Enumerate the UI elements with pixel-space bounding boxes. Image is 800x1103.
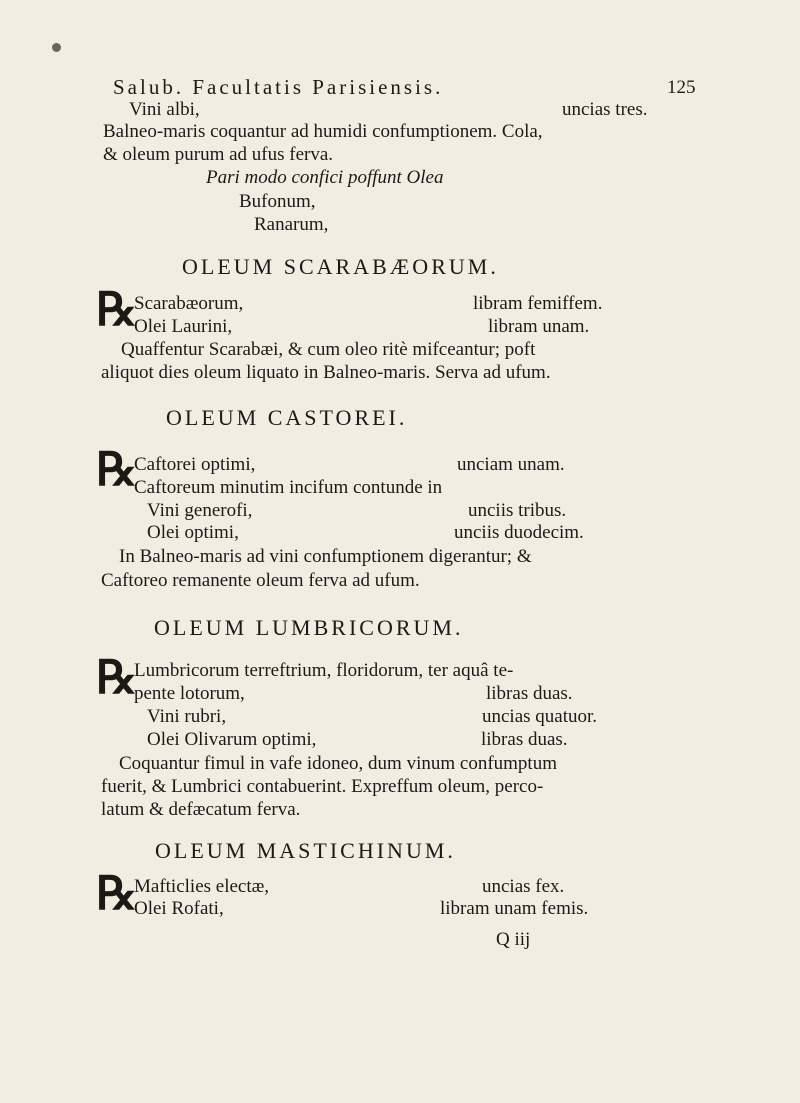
ingredient-name: Olei optimi, xyxy=(147,522,239,543)
ingredient-name: Olei Rofati, xyxy=(134,898,224,919)
ingredient-name: Lumbricorum terreftrium, floridorum, ter aquâ te- xyxy=(134,660,514,681)
instruction-line: latum & defæcatum ferva. xyxy=(101,799,301,820)
ingredient-name: Vini rubri, xyxy=(147,706,227,727)
section-title-lumbricorum: OLEUM LUMBRICORUM. xyxy=(154,615,464,640)
ingredient-amount: libram unam. xyxy=(488,316,590,337)
ingredient-name: Vini generofi, xyxy=(147,500,253,521)
ingredient-name: Olei Laurini, xyxy=(134,316,233,337)
section-title-castorei: OLEUM CASTOREI. xyxy=(166,405,408,430)
ingredient-name: Olei Olivarum optimi, xyxy=(147,729,317,750)
instruction-line: Coquantur fimul in vafe idoneo, dum vinum confumptum xyxy=(119,753,557,774)
ingredient-amount: libras duas. xyxy=(486,683,573,704)
ingredient-name: Caftoreum minutim incifum contunde in xyxy=(134,477,443,498)
ingredient-amount: unciam unam. xyxy=(457,454,565,475)
ingredient-amount: unciis duodecim. xyxy=(454,522,584,543)
instruction-line: aliquot dies oleum liquato in Balneo-maris. Serva ad ufum. xyxy=(101,362,551,383)
ingredient-amount: libram femiffem. xyxy=(473,293,603,314)
ingredient-amount: unciis tribus. xyxy=(468,500,567,521)
intro-line-5: Bufonum, xyxy=(239,191,316,212)
instruction-line: Quaffentur Scarabæi, & cum oleo ritè mifceantur; poft xyxy=(121,339,536,360)
ink-spot xyxy=(52,43,61,52)
page-number: 125 xyxy=(667,77,696,98)
recipe-symbol: ℞ xyxy=(96,444,136,495)
intro-line-1-right: uncias tres. xyxy=(562,99,648,120)
ingredient-name: pente lotorum, xyxy=(134,683,245,704)
instruction-line: Caftoreo remanente oleum ferva ad ufum. xyxy=(101,570,420,591)
recipe-symbol: ℞ xyxy=(96,868,136,919)
ingredient-name: Mafticlies electæ, xyxy=(134,876,270,897)
ingredient-amount: uncias quatuor. xyxy=(482,706,598,727)
intro-line-4: Pari modo confici poffunt Olea xyxy=(206,167,444,188)
intro-line-2: Balneo-maris coquantur ad humidi confumptionem. Cola, xyxy=(103,121,543,142)
ingredient-name: Caftorei optimi, xyxy=(134,454,256,475)
intro-line-1-left: Vini albi, xyxy=(129,99,200,120)
ingredient-amount: libras duas. xyxy=(481,729,568,750)
running-head-title: Salub. Facultatis Parisiensis. xyxy=(113,75,444,99)
instruction-line: fuerit, & Lumbrici contabuerint. Expreffum oleum, perco- xyxy=(101,776,544,797)
section-title-mastichinum: OLEUM MASTICHINUM. xyxy=(155,838,456,863)
ingredient-amount: libram unam femis. xyxy=(440,898,589,919)
ingredient-amount: uncias fex. xyxy=(482,876,565,897)
intro-line-6: Ranarum, xyxy=(254,214,329,235)
instruction-line: In Balneo-maris ad vini confumptionem digerantur; & xyxy=(119,546,532,567)
intro-line-3: & oleum purum ad ufus ferva. xyxy=(103,144,334,165)
ingredient-name: Scarabæorum, xyxy=(134,293,244,314)
recipe-symbol: ℞ xyxy=(96,652,136,703)
signature-mark: Q iij xyxy=(496,929,531,950)
recipe-symbol: ℞ xyxy=(96,284,136,335)
section-title-scarabaeorum: OLEUM SCARABÆORUM. xyxy=(182,254,499,279)
